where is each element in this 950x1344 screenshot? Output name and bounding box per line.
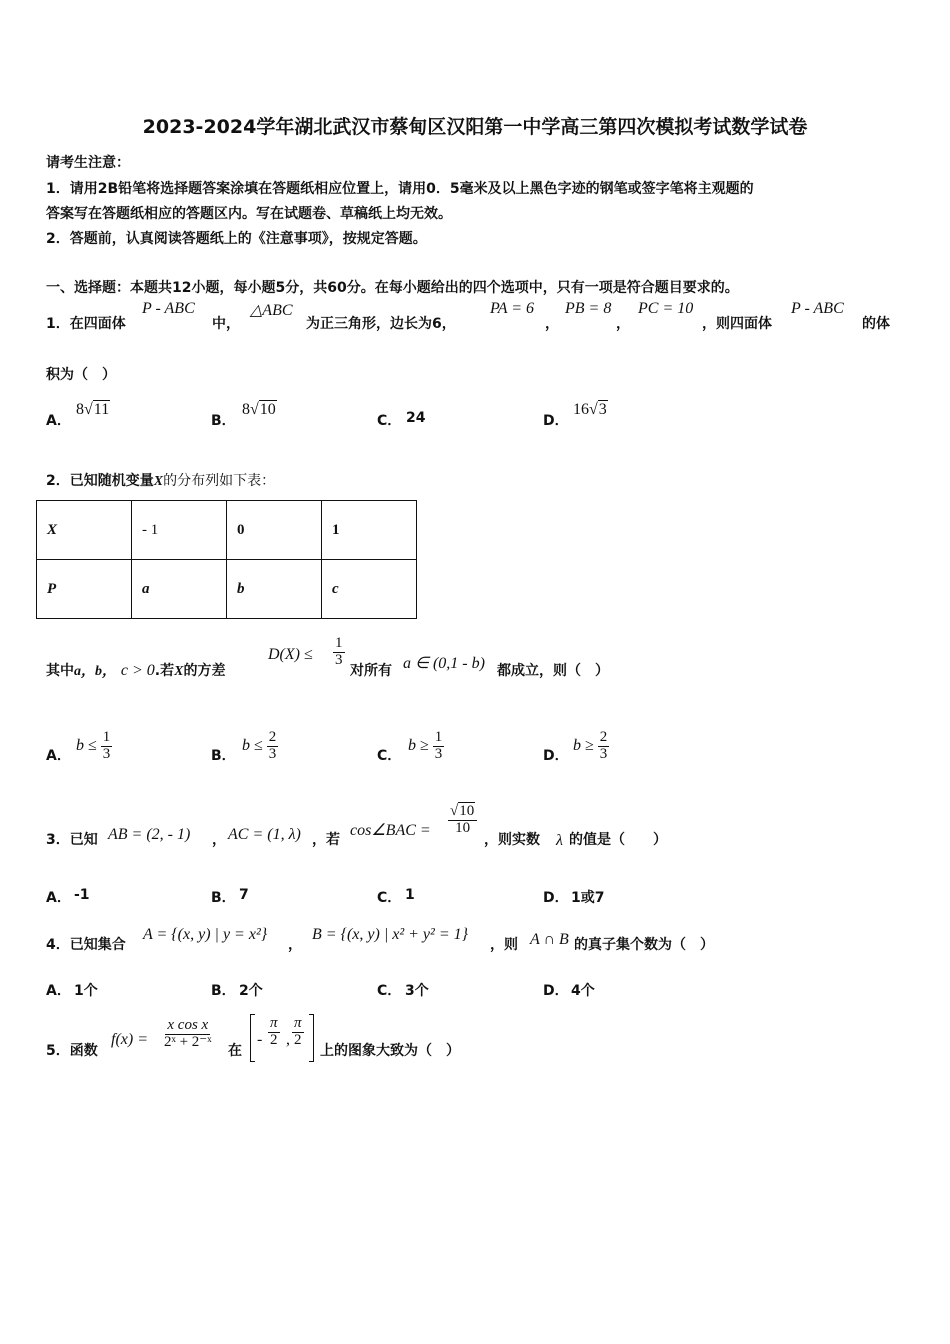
q2-option-a-label: A． xyxy=(46,748,71,764)
table-cell: P xyxy=(37,560,132,619)
table-cell: - 1 xyxy=(132,501,227,560)
q5-comma: , xyxy=(286,1031,290,1048)
distribution-table xyxy=(36,500,417,619)
q4-text-1: 4．已知集合 xyxy=(46,937,126,953)
notice-line-1: 1．请用2B铅笔将选择题答案涂填在答题纸相应位置上，请用0．5毫米及以上黑色字迹的钢笔或签字笔将主观题的 xyxy=(46,181,754,197)
q1-math-3: PA = 6 xyxy=(490,300,534,317)
q1-option-b-label: B． xyxy=(211,413,236,429)
q5-text-1: 5．函数 xyxy=(46,1043,98,1059)
q1-text-2: 中， xyxy=(212,316,240,332)
notice-line-2: 答案写在答题纸相应的答题区内。写在试题卷、草稿纸上均无效。 xyxy=(46,206,452,222)
q1-text-1: 1．在四面体 xyxy=(46,316,126,332)
q3-option-a: -1 xyxy=(74,887,90,903)
q2-range: a ∈ (0,1 - b) xyxy=(403,655,485,672)
q1-option-d: 16√3 xyxy=(573,401,607,418)
q2-condition: 其中a，b， c > 0.若X的方差 xyxy=(46,662,226,679)
q4-option-d: 4个 xyxy=(571,983,595,999)
q5-bracket-right xyxy=(309,1014,314,1062)
q4-option-b-label: B． xyxy=(211,983,236,999)
q1-math-5: PC = 10 xyxy=(638,300,694,317)
notice-heading: 请考生注意： xyxy=(46,155,130,171)
q4-option-a-label: A． xyxy=(46,983,71,999)
q5-text-2: 在 xyxy=(228,1043,242,1059)
q5-minus: - xyxy=(257,1031,263,1048)
q3-lambda: λ xyxy=(556,832,563,849)
q5-text-3: 上的图象大致为（ ） xyxy=(320,1043,460,1059)
q4-text-3: ，则 xyxy=(490,937,518,953)
q4-option-c: 3个 xyxy=(405,983,429,999)
q3-text-1: 3．已知 xyxy=(46,832,98,848)
q5-function-fraction: $\frac{\text{x cos x}}{\text{2ˣ + 2⁻ˣ}}$ xyxy=(164,1017,212,1050)
q1-option-a: 8√11 xyxy=(76,401,110,418)
q4-option-a: 1个 xyxy=(74,983,98,999)
q2-stem: 2．已知随机变量X的分布列如下表： xyxy=(46,473,276,489)
section-heading: 一、选择题：本题共12小题，每小题5分，共60分。在每小题给出的四个选项中，只有一项是符合题目要求的。 xyxy=(46,280,739,296)
q4-set-b: B = {(x, y) | x² + y² = 1} xyxy=(312,926,469,943)
q3-option-d-label: D． xyxy=(543,890,569,906)
q1-text-3: 为正三角形，边长为6， xyxy=(306,316,456,332)
q5-bracket-left xyxy=(250,1014,255,1062)
q2-option-d: b ≥ $\frac{2}{3}$ xyxy=(573,729,608,762)
table-cell: X xyxy=(37,501,132,560)
q2-text-all: 对所有 xyxy=(350,663,392,679)
q1-option-c-label: C． xyxy=(377,413,402,429)
table-cell: 0 xyxy=(227,501,322,560)
q2-variance-fraction: $\frac{1}{3}$ xyxy=(335,635,343,668)
q3-vector-ab: AB = (2, - 1) xyxy=(108,826,191,843)
q3-option-c-label: C． xyxy=(377,890,402,906)
q3-cos: cos∠BAC = xyxy=(350,822,431,839)
q1-text-6: 积为（ ） xyxy=(46,367,116,383)
q3-text-2: ， xyxy=(212,832,226,848)
q3-vector-ac: AC = (1, λ) xyxy=(228,826,301,843)
q4-option-b: 2个 xyxy=(239,983,263,999)
q2-option-d-label: D． xyxy=(543,748,569,764)
table-row xyxy=(37,560,417,619)
table-cell: a xyxy=(132,560,227,619)
table-row xyxy=(37,501,417,560)
q2-option-b: b ≤ $\frac{2}{3}$ xyxy=(242,729,277,762)
q1-comma-1: ， xyxy=(545,316,559,332)
q4-text-4: 的真子集个数为（ ） xyxy=(574,937,714,953)
q1-math-4: PB = 8 xyxy=(565,300,612,317)
q3-option-c: 1 xyxy=(405,887,415,903)
q1-text-5: 的体 xyxy=(862,316,890,332)
q4-intersection: A ∩ B xyxy=(530,931,569,948)
q2-text-end: 都成立，则（ ） xyxy=(497,663,609,679)
q1-math-1: P - ABC xyxy=(142,300,195,317)
table-cell: b xyxy=(227,560,322,619)
q1-option-d-label: D． xyxy=(543,413,569,429)
q2-option-c: b ≥ $\frac{1}{3}$ xyxy=(408,729,443,762)
q1-option-b: 8√10 xyxy=(242,401,276,418)
q2-option-b-label: B． xyxy=(211,748,236,764)
q4-option-c-label: C． xyxy=(377,983,402,999)
q1-option-c: 24 xyxy=(406,410,426,426)
notice-line-3: 2．答题前，认真阅读答题纸上的《注意事项》，按规定答题。 xyxy=(46,231,427,247)
q4-set-a: A = {(x, y) | y = x²} xyxy=(143,926,268,943)
q4-option-d-label: D． xyxy=(543,983,569,999)
q3-text-4: ，则实数 xyxy=(484,832,540,848)
q1-option-a-label: A． xyxy=(46,413,71,429)
q2-option-a: b ≤ $\frac{1}{3}$ xyxy=(76,729,111,762)
q5-function: f(x) = xyxy=(111,1031,148,1048)
q1-text-4: ，则四面体 xyxy=(702,316,772,332)
q3-option-b: 7 xyxy=(239,887,249,903)
table-cell: 1 xyxy=(322,501,417,560)
q1-comma-2: ， xyxy=(616,316,630,332)
q3-option-d: 1或7 xyxy=(571,890,605,906)
q3-text-5: 的值是（ ） xyxy=(569,832,667,848)
q3-option-a-label: A． xyxy=(46,890,71,906)
q1-math-6: P - ABC xyxy=(791,300,844,317)
q3-text-3: ，若 xyxy=(312,832,340,848)
q2-variance: D(X) ≤ xyxy=(268,646,313,663)
q4-text-2: ， xyxy=(288,937,302,953)
q3-cos-fraction: $\frac{√10}{10}$ xyxy=(448,804,477,837)
table-cell: c xyxy=(322,560,417,619)
q3-option-b-label: B． xyxy=(211,890,236,906)
page-title: 2023-2024学年湖北武汉市蔡甸区汉阳第一中学高三第四次模拟考试数学试卷 xyxy=(142,116,808,138)
q1-math-2: △ABC xyxy=(250,302,293,319)
q5-interval-right-fraction: $\frac{\pi}{2}$ xyxy=(294,1015,302,1048)
q2-option-c-label: C． xyxy=(377,748,402,764)
q5-interval-left-fraction: $\frac{\pi}{2}$ xyxy=(270,1015,278,1048)
